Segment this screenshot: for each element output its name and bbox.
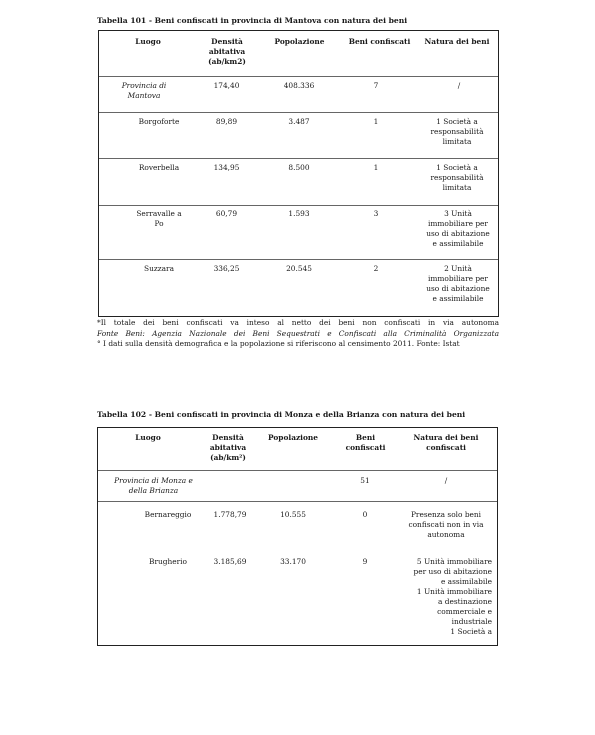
cell-beni: 51: [360, 476, 370, 485]
table-102-row-divider: [98, 501, 497, 502]
cell-beni: 3: [373, 209, 379, 218]
table-101-header-popolazione: Popolazione: [274, 37, 325, 46]
table-row: [98, 510, 497, 550]
cell-popolazione: 1.593: [288, 209, 310, 218]
table-102-row-divider: [98, 470, 497, 471]
cell-luogo: Serravalle a Po: [136, 209, 182, 228]
table-101-row-divider: [99, 205, 498, 206]
table-101-row-divider: [99, 112, 498, 113]
cell-densita: 89,89: [215, 117, 238, 126]
cell-densita: 174,40: [213, 81, 240, 90]
table-row: [99, 209, 498, 257]
cell-popolazione: 8.500: [288, 163, 310, 172]
table-row: [99, 81, 498, 111]
cell-natura: Presenza solo beni confiscati non in via autonoma: [408, 510, 484, 539]
table-102-header-beni: Beni confiscati: [345, 433, 386, 452]
note-fonte-beni: Fonte Beni: Agenzia Nazionale dei Beni Sequestrati e Confiscati alla Criminalità Organizzata: [97, 328, 499, 338]
note-totale: *Il totale dei beni confiscati va inteso al netto dei beni non confiscati in via autonoma: [97, 318, 499, 327]
cell-luogo: Bernareggio: [144, 510, 192, 519]
cell-luogo: Borgoforte: [138, 117, 180, 126]
cell-popolazione: 10.555: [280, 510, 306, 519]
cell-natura: 5 Unità immobiliare per uso di abitazione e assimilabile 1 Unità immobiliare a destinazione commerciale e industriale 1 Società a: [413, 557, 492, 636]
table-row: [99, 117, 498, 157]
table-102-header-popolazione: Popolazione: [268, 433, 318, 442]
cell-densita: 60,79: [215, 209, 238, 218]
cell-natura: 2 Unità immobiliare per uso di abitazione e assimilabile: [426, 264, 490, 303]
cell-beni: 1: [373, 163, 379, 172]
cell-densita: 336,25: [213, 264, 240, 273]
table-101-header-densita: Densità abitativa (ab/km2): [208, 37, 246, 66]
table-101-row-divider: [99, 259, 498, 260]
table-102: [97, 427, 498, 646]
cell-natura: 1 Società a responsabilità limitata: [430, 117, 484, 146]
table-row: [98, 557, 497, 645]
cell-beni: 9: [362, 557, 368, 566]
table-101-row-divider: [99, 76, 498, 77]
table-row: [99, 163, 498, 203]
cell-densita: 134,95: [213, 163, 240, 172]
cell-natura: /: [444, 476, 448, 485]
cell-luogo: Suzzara: [144, 264, 174, 273]
cell-beni: 0: [362, 510, 368, 519]
cell-luogo: Provincia di Monza e della Brianza: [114, 476, 193, 495]
table-102-header-densita: Densità abitativa (ab/km²): [209, 433, 247, 462]
table-101-header-natura: Natura dei beni: [424, 37, 490, 46]
table-102-header-luogo: Luogo: [135, 433, 161, 442]
cell-beni: 7: [373, 81, 379, 90]
cell-popolazione: 3.487: [288, 117, 310, 126]
cell-popolazione: 408.336: [283, 81, 315, 90]
cell-natura: 3 Unità immobiliare per uso di abitazione e assimilabile: [426, 209, 490, 248]
table-101-header-luogo: Luogo: [135, 37, 161, 46]
table-101-notes: [97, 318, 499, 350]
table-102-caption: Tabella 102 - Beni confiscati in provincia di Monza e della Brianza con natura dei beni: [97, 410, 466, 419]
table-row: [98, 476, 497, 500]
table-101-caption: Tabella 101 - Beni confiscati in provincia di Mantova con natura dei beni: [97, 16, 408, 25]
note-istat: ° I dati sulla densità demografica e la popolazione si riferiscono al censimento 2011. Fonte: Istat: [97, 339, 460, 348]
cell-popolazione: 33.170: [280, 557, 306, 566]
table-101-header-beni: Beni confiscati: [348, 37, 411, 46]
cell-beni: 1: [373, 117, 379, 126]
table-101: [98, 30, 499, 317]
cell-luogo: Provincia di Mantova: [121, 81, 167, 100]
cell-natura: /: [457, 81, 461, 90]
cell-densita: 3.185,69: [213, 557, 247, 566]
cell-luogo: Brugherio: [149, 557, 187, 566]
cell-densita: 1.778,79: [213, 510, 247, 519]
cell-natura: 1 Società a responsabilità limitata: [430, 163, 484, 192]
cell-luogo: Roverbella: [138, 163, 180, 172]
cell-popolazione: 20.545: [286, 264, 312, 273]
table-101-row-divider: [99, 158, 498, 159]
table-row: [99, 264, 498, 314]
cell-beni: 2: [373, 264, 379, 273]
table-102-header-natura: Natura dei beni confiscati: [413, 433, 479, 452]
